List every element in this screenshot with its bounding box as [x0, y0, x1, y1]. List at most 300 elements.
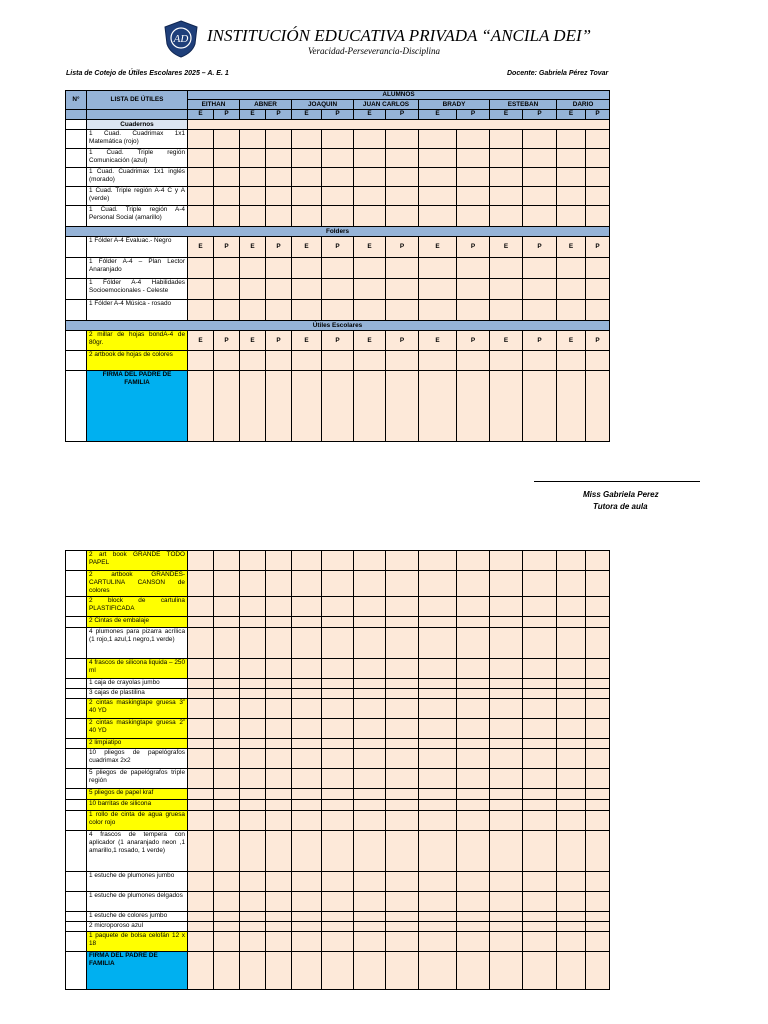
- item-row: [66, 130, 610, 149]
- check-cell: [457, 617, 490, 628]
- check-cell: [386, 149, 419, 168]
- check-cell: [354, 800, 386, 811]
- check-cell: [386, 719, 419, 739]
- check-cell: [586, 679, 610, 689]
- check-cell: [292, 831, 322, 872]
- check-cell: [419, 749, 457, 769]
- check-cell: P: [266, 237, 292, 258]
- check-cell: [322, 371, 354, 442]
- check-cell: [490, 932, 523, 952]
- check-cell: [523, 279, 557, 300]
- check-cell: [266, 892, 292, 912]
- check-cell: [292, 719, 322, 739]
- check-cell: [523, 800, 557, 811]
- check-cell: [354, 689, 386, 699]
- check-cell: [266, 811, 292, 831]
- check-cell: [386, 628, 419, 659]
- check-cell: [322, 597, 354, 617]
- check-cell: [188, 149, 214, 168]
- check-cell: [354, 932, 386, 952]
- check-cell: [266, 279, 292, 300]
- check-cell: [354, 831, 386, 872]
- check-cell: [457, 912, 490, 922]
- check-cell: E: [419, 331, 457, 351]
- check-cell: [354, 699, 386, 719]
- check-cell: [386, 872, 419, 892]
- check-cell: [292, 932, 322, 952]
- check-cell: [490, 597, 523, 617]
- check-cell: E: [557, 237, 586, 258]
- check-cell: [386, 892, 419, 912]
- check-cell: [586, 800, 610, 811]
- check-cell: [523, 769, 557, 789]
- item-row: [66, 922, 610, 932]
- check-cell: [457, 206, 490, 227]
- check-cell: P: [386, 237, 419, 258]
- row-number-cell: [66, 279, 87, 300]
- item-label: 2 artbook GRANDES-CARTULINA CANSON de colores: [87, 571, 188, 597]
- check-cell: [523, 811, 557, 831]
- check-cell: [292, 551, 322, 571]
- item-label: 10 barritas de silicona: [87, 800, 188, 811]
- check-cell: [557, 831, 586, 872]
- check-cell: [557, 789, 586, 800]
- check-cell: [557, 811, 586, 831]
- item-label: 1 Cuad. Cuadrimax 1x1 inglés (morado): [87, 168, 188, 187]
- check-cell: [240, 811, 266, 831]
- check-cell: [419, 371, 457, 442]
- check-cell: [586, 628, 610, 659]
- school-motto: Veracidad-Perseverancia-Disciplina: [308, 46, 440, 56]
- check-cell: [457, 130, 490, 149]
- check-cell: [188, 831, 214, 872]
- check-cell: [386, 739, 419, 749]
- check-cell: [419, 811, 457, 831]
- row-number-cell: [66, 168, 87, 187]
- check-cell: [240, 258, 266, 279]
- row-number-cell: [66, 912, 87, 922]
- item-label: 2 art book GRANDE TODO PAPEL: [87, 551, 188, 571]
- check-cell: P: [457, 237, 490, 258]
- check-cell: [354, 300, 386, 321]
- check-cell: [523, 130, 557, 149]
- school-name: INSTITUCIÓN EDUCATIVA PRIVADA “ANCILA DEI”: [207, 26, 592, 45]
- row-number-cell: [66, 800, 87, 811]
- check-cell: [292, 300, 322, 321]
- item-label: 2 Cintas de embalaje: [87, 617, 188, 628]
- check-cell: [386, 300, 419, 321]
- check-cell: [354, 351, 386, 371]
- check-cell: [240, 831, 266, 872]
- check-cell: [419, 831, 457, 872]
- check-cell: [419, 789, 457, 800]
- ep-header-cell: P: [457, 110, 490, 120]
- check-cell: [457, 279, 490, 300]
- check-cell: [188, 912, 214, 922]
- check-cell: [386, 351, 419, 371]
- item-label: 1 Cuad. Cuadrimax 1x1 Matemática (rojo): [87, 130, 188, 149]
- check-cell: E: [419, 237, 457, 258]
- check-cell: [419, 719, 457, 739]
- check-cell: [322, 300, 354, 321]
- check-cell: [266, 258, 292, 279]
- check-cell: [457, 371, 490, 442]
- ep-header-cell: E: [188, 110, 214, 120]
- check-cell: [419, 659, 457, 679]
- check-cell: [490, 206, 523, 227]
- check-cell: [419, 130, 457, 149]
- check-cell: [214, 719, 240, 739]
- check-cell: [523, 187, 557, 206]
- check-cell: [354, 659, 386, 679]
- item-row: [66, 811, 610, 831]
- check-cell: [240, 279, 266, 300]
- check-cell: [523, 659, 557, 679]
- ep-header-cell: E: [557, 110, 586, 120]
- check-cell: [266, 922, 292, 932]
- check-cell: [586, 811, 610, 831]
- ep-header-cell: P: [586, 110, 610, 120]
- check-cell: E: [188, 331, 214, 351]
- check-cell: [214, 628, 240, 659]
- check-cell: [557, 892, 586, 912]
- check-cell: [322, 628, 354, 659]
- check-cell: [322, 789, 354, 800]
- item-label: 1 Fólder A-4 Música - rosado: [87, 300, 188, 321]
- check-cell: [214, 699, 240, 719]
- check-cell: [586, 571, 610, 597]
- item-row: [66, 597, 610, 617]
- check-cell: [586, 206, 610, 227]
- check-cell: [188, 258, 214, 279]
- check-cell: P: [457, 331, 490, 351]
- check-cell: [419, 769, 457, 789]
- check-cell: [586, 149, 610, 168]
- item-label: 2 artbook de hojas de colores: [87, 351, 188, 371]
- check-cell: [457, 789, 490, 800]
- check-cell: [386, 749, 419, 769]
- check-cell: [386, 617, 419, 628]
- student-header: BRADY: [419, 100, 490, 110]
- check-cell: [386, 811, 419, 831]
- check-cell: [557, 699, 586, 719]
- checklist-table-2: [65, 550, 610, 990]
- check-cell: [557, 912, 586, 922]
- check-cell: [419, 952, 457, 990]
- row-number-cell: [66, 237, 87, 258]
- check-cell: [586, 769, 610, 789]
- check-cell: [188, 679, 214, 689]
- student-header: EITHAN: [188, 100, 240, 110]
- check-cell: [457, 952, 490, 990]
- row-number-cell: [66, 689, 87, 699]
- check-cell: [292, 617, 322, 628]
- check-cell: [457, 769, 490, 789]
- check-cell: [240, 892, 266, 912]
- check-cell: [240, 872, 266, 892]
- check-cell: [386, 659, 419, 679]
- check-cell: [354, 597, 386, 617]
- check-cell: [457, 739, 490, 749]
- check-cell: [419, 922, 457, 932]
- check-cell: [292, 892, 322, 912]
- check-cell: [419, 597, 457, 617]
- check-cell: [586, 551, 610, 571]
- check-cell: [457, 679, 490, 689]
- check-cell: [214, 922, 240, 932]
- check-cell: [266, 689, 292, 699]
- item-row: [66, 932, 610, 952]
- item-row: [66, 749, 610, 769]
- check-cell: [419, 628, 457, 659]
- check-cell: [214, 769, 240, 789]
- check-cell: [557, 551, 586, 571]
- check-cell: [322, 912, 354, 922]
- item-row: [66, 892, 610, 912]
- teacher-name: Docente: Gabriela Pérez Tovar: [507, 70, 609, 77]
- item-row: [66, 719, 610, 739]
- item-label: 2 cintas maskingtape gruesa 2” 40 YD: [87, 719, 188, 739]
- check-cell: [354, 912, 386, 922]
- ep-header-cell: E: [354, 110, 386, 120]
- check-cell: [490, 551, 523, 571]
- check-cell: [240, 922, 266, 932]
- check-cell: [354, 892, 386, 912]
- row-number-cell: [66, 892, 87, 912]
- check-cell: [214, 371, 240, 442]
- check-cell: [354, 149, 386, 168]
- check-cell: E: [557, 331, 586, 351]
- check-cell: [523, 617, 557, 628]
- check-cell: [214, 679, 240, 689]
- check-cell: [386, 932, 419, 952]
- item-label: 1 Fólder A-4 – Plan Lector Anaranjado: [87, 258, 188, 279]
- check-cell: [354, 811, 386, 831]
- row-number-cell: [66, 932, 87, 952]
- check-cell: [419, 551, 457, 571]
- check-cell: [354, 789, 386, 800]
- check-cell: [214, 831, 240, 872]
- check-cell: [523, 739, 557, 749]
- check-cell: [322, 952, 354, 990]
- check-cell: [240, 551, 266, 571]
- check-cell: [188, 719, 214, 739]
- check-cell: [354, 749, 386, 769]
- item-row: [66, 237, 610, 258]
- check-cell: [188, 628, 214, 659]
- row-number-cell: [66, 872, 87, 892]
- check-cell: [214, 551, 240, 571]
- check-cell: [214, 749, 240, 769]
- check-cell: [240, 351, 266, 371]
- check-cell: [322, 811, 354, 831]
- check-cell: [188, 892, 214, 912]
- check-cell: [586, 351, 610, 371]
- logo-letters: AD: [173, 33, 189, 45]
- check-cell: [214, 811, 240, 831]
- section-folders: Folders: [66, 227, 610, 237]
- check-cell: [386, 689, 419, 699]
- check-cell: [266, 912, 292, 922]
- check-cell: [586, 912, 610, 922]
- check-cell: [322, 279, 354, 300]
- check-cell: [490, 892, 523, 912]
- check-cell: [490, 739, 523, 749]
- firma-padre-cell-2: FIRMA DEL PADRE DE FAMILIA: [87, 952, 188, 990]
- check-cell: [322, 187, 354, 206]
- check-cell: [214, 932, 240, 952]
- signature-role: Tutora de aula: [593, 502, 648, 511]
- check-cell: [322, 571, 354, 597]
- check-cell: [557, 769, 586, 789]
- row-number-cell: [66, 351, 87, 371]
- check-cell: [240, 300, 266, 321]
- signature-name: Miss Gabriela Perez: [583, 490, 659, 499]
- check-cell: [386, 206, 419, 227]
- item-label: 3 cajas de plastilina: [87, 689, 188, 699]
- check-cell: [240, 187, 266, 206]
- check-cell: [266, 597, 292, 617]
- check-cell: [419, 739, 457, 749]
- check-cell: [240, 659, 266, 679]
- check-cell: [586, 719, 610, 739]
- item-label: 4 frascos de tempera con aplicador (1 anaranjado neon ,1 amarillo,1 rosado, 1 verde): [87, 831, 188, 872]
- signature-line: [534, 481, 700, 482]
- check-cell: [457, 749, 490, 769]
- check-cell: [386, 551, 419, 571]
- item-label: 1 Cuad. Triple región A-4 C y A (verde): [87, 187, 188, 206]
- check-cell: [523, 952, 557, 990]
- check-cell: [266, 571, 292, 597]
- check-cell: [457, 659, 490, 679]
- check-cell: [523, 597, 557, 617]
- item-label: 5 pliegos de papelógrafos triple región: [87, 769, 188, 789]
- check-cell: [266, 769, 292, 789]
- check-cell: [322, 932, 354, 952]
- item-label: 1 estuche de colores jumbo: [87, 912, 188, 922]
- check-cell: [419, 279, 457, 300]
- check-cell: [419, 699, 457, 719]
- check-cell: [188, 130, 214, 149]
- student-header: JUAN CARLOS: [354, 100, 419, 110]
- check-cell: [322, 551, 354, 571]
- check-cell: [240, 789, 266, 800]
- check-cell: [557, 628, 586, 659]
- row-number-cell: [66, 149, 87, 168]
- check-cell: [557, 168, 586, 187]
- check-cell: P: [523, 331, 557, 351]
- check-cell: [292, 149, 322, 168]
- check-cell: [386, 371, 419, 442]
- check-cell: [266, 659, 292, 679]
- check-cell: [457, 597, 490, 617]
- check-cell: [457, 689, 490, 699]
- check-cell: [240, 749, 266, 769]
- check-cell: [557, 258, 586, 279]
- item-row: [66, 789, 610, 800]
- section-cuadernos: Cuadernos: [87, 120, 188, 130]
- check-cell: [292, 789, 322, 800]
- check-cell: [490, 628, 523, 659]
- check-cell: [386, 168, 419, 187]
- ep-header-cell: P: [523, 110, 557, 120]
- check-cell: [586, 892, 610, 912]
- row-number-cell: [66, 922, 87, 932]
- checklist-table-1: [65, 90, 610, 442]
- check-cell: P: [322, 331, 354, 351]
- check-cell: [490, 699, 523, 719]
- check-cell: [292, 912, 322, 922]
- check-cell: [266, 679, 292, 689]
- check-cell: [457, 699, 490, 719]
- check-cell: [490, 351, 523, 371]
- item-row: [66, 831, 610, 872]
- check-cell: [490, 187, 523, 206]
- check-cell: [386, 279, 419, 300]
- check-cell: [214, 206, 240, 227]
- check-cell: [322, 168, 354, 187]
- check-cell: [386, 258, 419, 279]
- check-cell: [240, 739, 266, 749]
- ep-header-cell: E: [240, 110, 266, 120]
- item-label: 2 cintas maskingtape gruesa 3” 40 YD: [87, 699, 188, 719]
- check-cell: [586, 699, 610, 719]
- item-label: 1 paquete de bolsa celofán 12 x 18: [87, 932, 188, 952]
- check-cell: [322, 749, 354, 769]
- item-row: [66, 912, 610, 922]
- check-cell: [266, 187, 292, 206]
- check-cell: [214, 258, 240, 279]
- check-cell: [214, 789, 240, 800]
- student-header: JOAQUIN: [292, 100, 354, 110]
- check-cell: [322, 206, 354, 227]
- check-cell: [354, 279, 386, 300]
- check-cell: [354, 130, 386, 149]
- check-cell: [386, 699, 419, 719]
- check-cell: [586, 187, 610, 206]
- check-cell: [266, 789, 292, 800]
- check-cell: [354, 719, 386, 739]
- check-cell: [188, 551, 214, 571]
- check-cell: [266, 800, 292, 811]
- school-crest-logo: [164, 20, 198, 58]
- check-cell: [188, 300, 214, 321]
- check-cell: [557, 719, 586, 739]
- check-cell: [523, 689, 557, 699]
- check-cell: [266, 952, 292, 990]
- check-cell: E: [240, 237, 266, 258]
- check-cell: [214, 168, 240, 187]
- check-cell: [322, 689, 354, 699]
- check-cell: P: [386, 331, 419, 351]
- check-cell: [557, 679, 586, 689]
- check-cell: [490, 279, 523, 300]
- item-row: [66, 168, 610, 187]
- check-cell: [386, 769, 419, 789]
- check-cell: [586, 789, 610, 800]
- check-cell: [386, 912, 419, 922]
- check-cell: [292, 628, 322, 659]
- check-cell: [188, 187, 214, 206]
- check-cell: [322, 800, 354, 811]
- check-cell: [457, 551, 490, 571]
- check-cell: [188, 617, 214, 628]
- check-cell: [354, 206, 386, 227]
- row-number-cell: [66, 551, 87, 571]
- item-label: 10 pliegos de papelógrafos cuadrimax 2x2: [87, 749, 188, 769]
- check-cell: P: [214, 331, 240, 351]
- check-cell: [523, 912, 557, 922]
